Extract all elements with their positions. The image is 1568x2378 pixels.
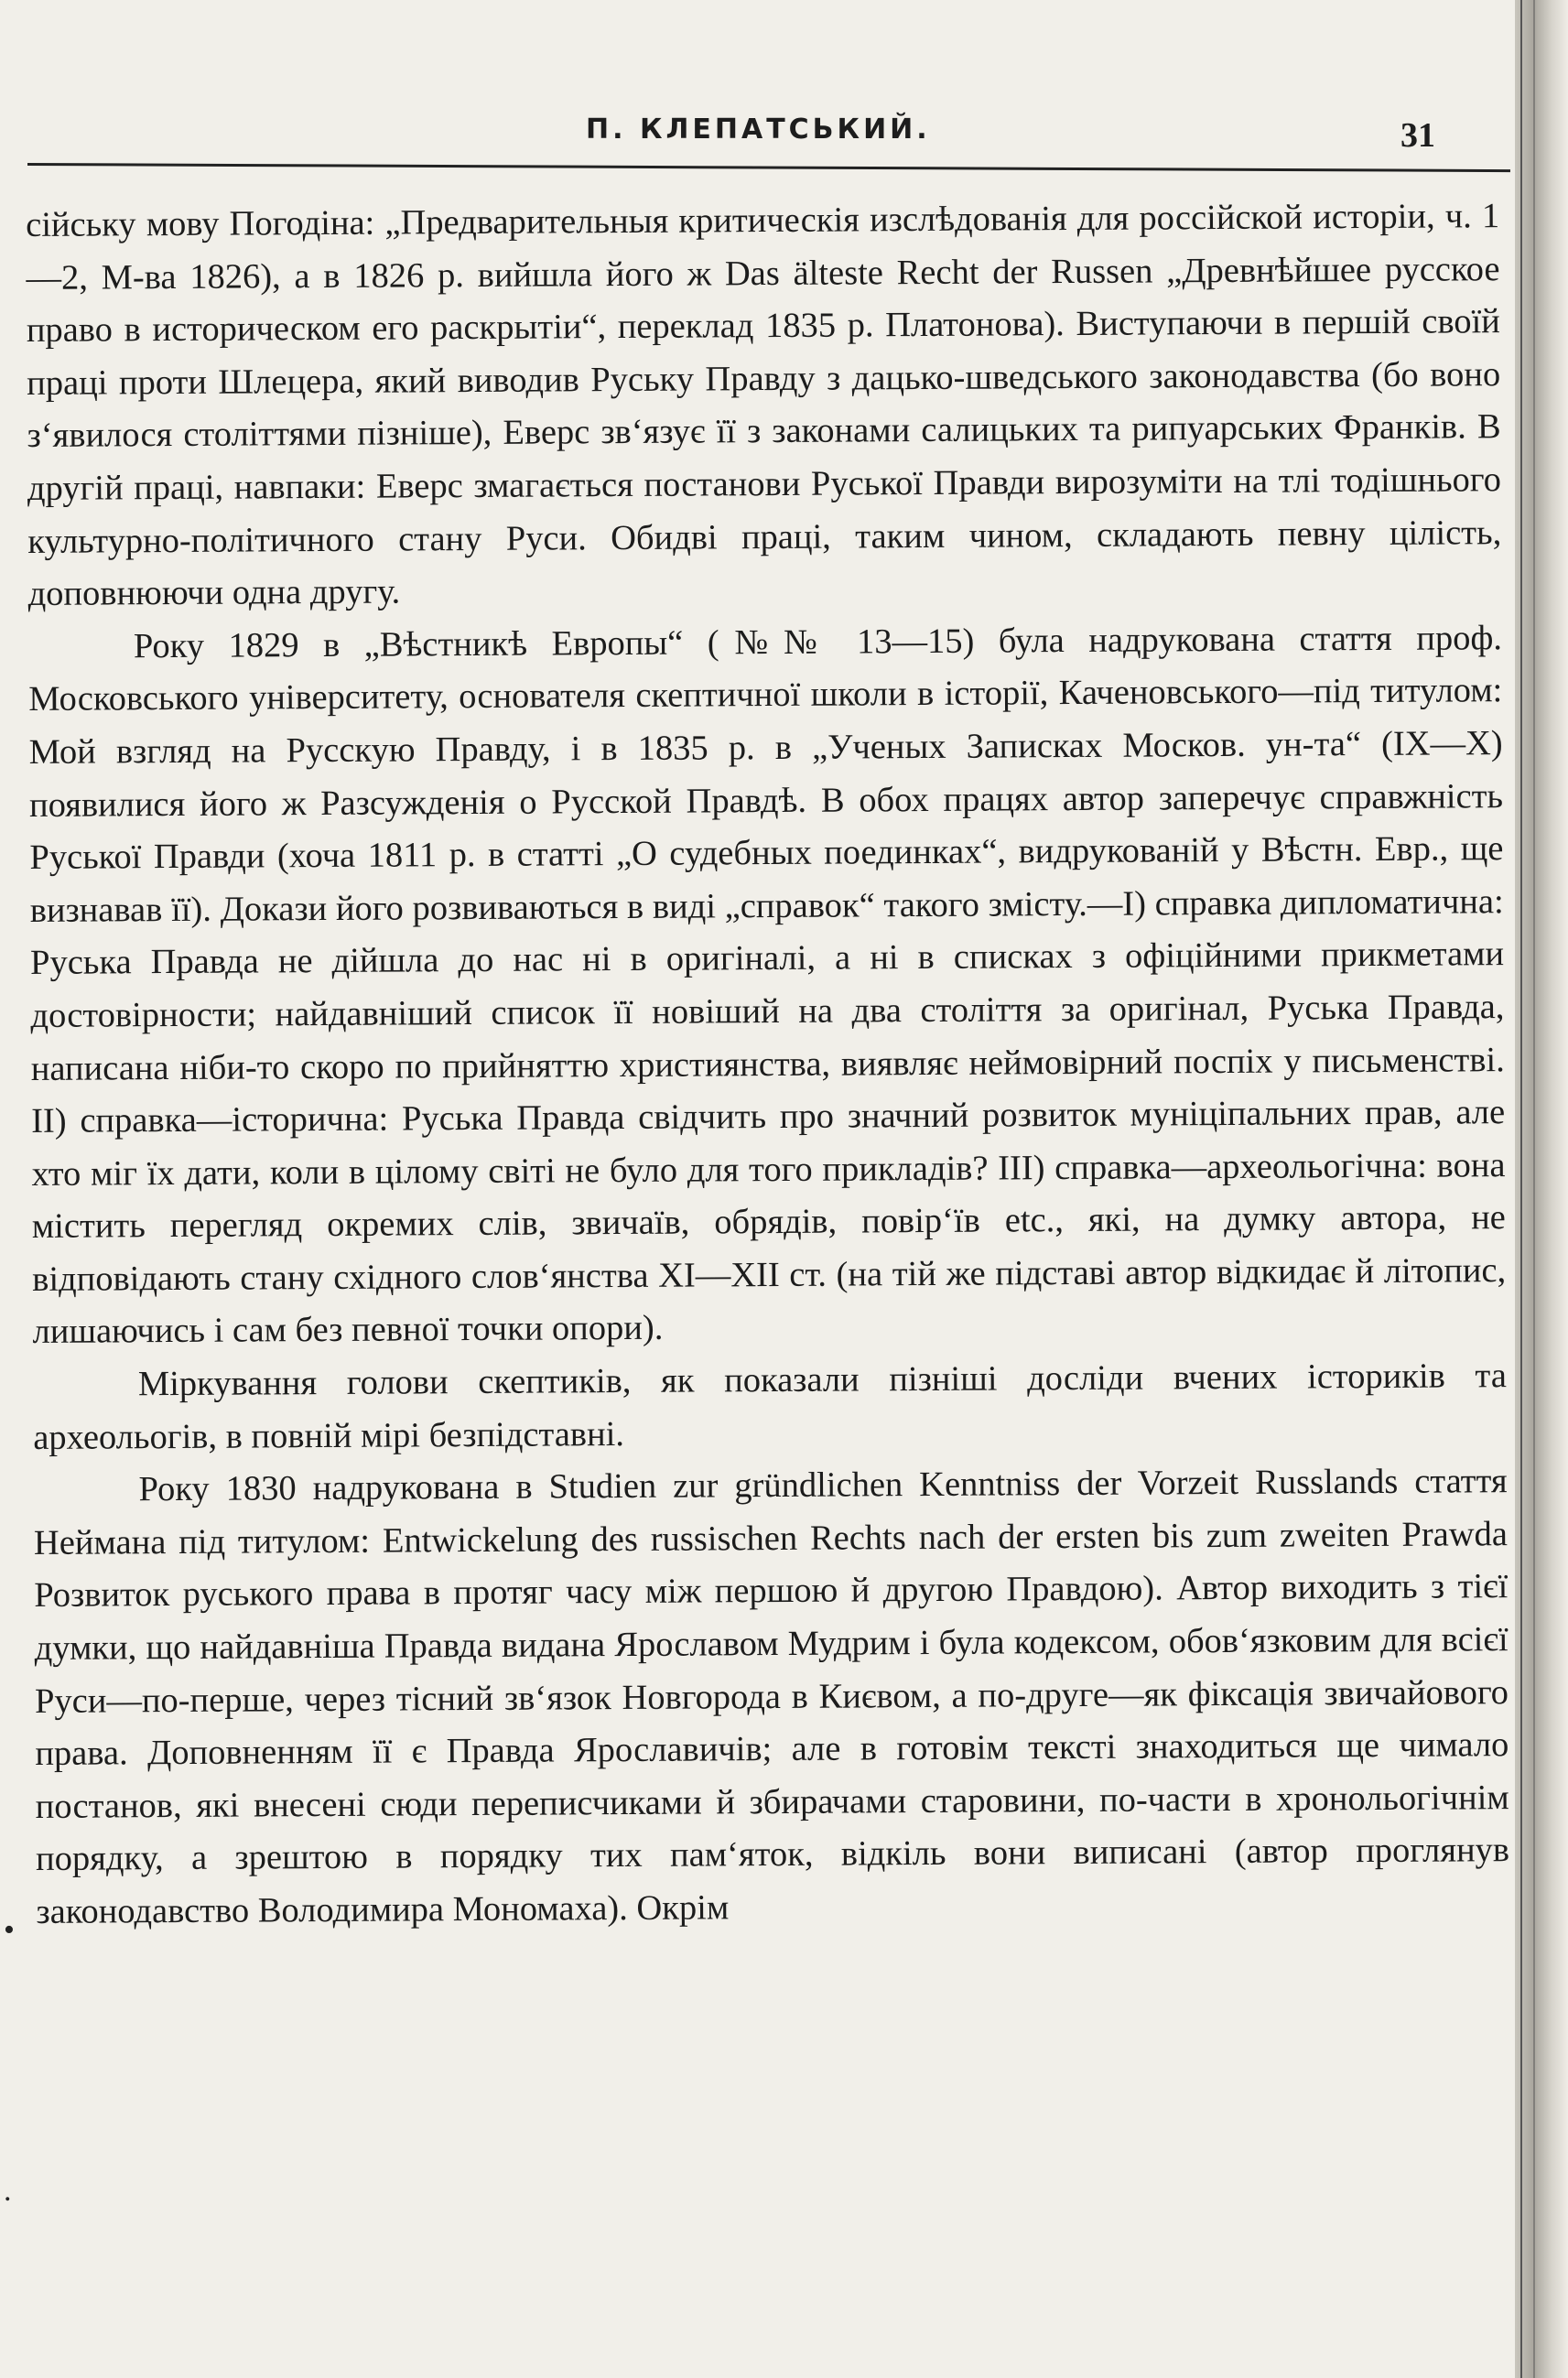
margin-mark-1: • <box>4 1913 15 1947</box>
paragraph-1: сійську мову Погодіна: „Предварительныя критическія изслѣдованія для россійской исторіи, ч. 1—2, М-ва 1826), а в 1826 р. вийшла його ж Das älteste Recht der Russen „Древнѣйшее русское право в историческом его раскрытіи“, переклад 1835 р. Платонова). Виступаючи в першій своїй праці проти Шлецера, який виводив Руську Правду з дацько-шведського законодавства (бо воно з‘явилося століттями пізніше), Еверс зв‘язує її з законами салицьких та рипуарських Франків. В другій праці, навпаки: Еверс змагається постанови Руської Правди вирозуміти на тлі тодішнього культурно-політичного стану Руси. Обидві праці, таким чином, складають певну цілість, доповнюючи одна другу. <box>26 197 1502 614</box>
body-text <box>26 190 1510 1939</box>
page-number: 31 <box>1400 116 1435 155</box>
paragraph-2: Року 1829 в „Вѣстникѣ Европы“ (№№ 13—15) була надрукована стаття проф. Московського університету, основателя скептичної школи в історії, Каченовського—під титулом: Мой взгляд на Русскую Правду, і в 1835 р. в „Ученых Записках Москов. ун-та“ (IX—X) появилися його ж Разсужденія о Русской Правдѣ. В обох працях автор заперечує справжність Руської Правди (хоча 1811 р. в статті „О судебных поединках“, видрукованій у Вѣстн. Евр., ще визнавав її). Докази його розвиваються в виді „справок“ такого змісту.—I) справка дипломатична: Руська Правда не дійшла до нас ні в оригіналі, а ні в списках з офіційними прикметами достовірности; найдавніший список її новіший на два століття за оригінал, Руська Правда, написана ніби-то скоро по прийняттю християнства, виявляє неймовірний поспіх у письменстві. II) справка—історична: Руська Правда свідчить про значний розвиток муніціпальних прав, але хто міг їх дати, коли в цілому світі не було для того прикладів? III) справка—археольогічна: вона містить перегляд окремих слів, звичаїв, обрядів, повір‘їв etc., які, на думку автора, не відповідають стану східного слов‘янства XI—XII ст. (на тій же підставі автор відкидає й літопис, лишаючись і сам без певної точки опори). <box>28 618 1507 1352</box>
paragraph-4: Року 1830 надрукована в Studien zur gründlichen Kenntniss der Vorzeit Russlands стаття Неймана під титулом: Entwickelung des russischen Rechts nach der ersten bis zum zweiten Prawda Розвиток руського права в протяг часу між першою й другою Правдою). Автор виходить з тієї думки, що найдавніша Правда видана Ярославом Мудрим і була кодексом, обов‘язковим для всієї Руси—по-перше, через тісний зв‘язок Новгорода в Києвом, а по-друге—як фіксація звичайового права. Доповненням її є Правда Ярославичів; але в готовім тексті знаходиться ще чимало постанов, які внесені сюди переписчиками й збирачами старовини, по-части в хронольогічнім порядку, а зрештою в порядку тих пам‘яток, відкіль вони виписані (автор проглянув законодавство Володимира Мономаха). Окрім <box>33 1462 1510 1931</box>
margin-mark-2: . <box>4 2174 12 2208</box>
edge-line <box>1520 0 1522 2378</box>
edge-line <box>1533 0 1535 2378</box>
header-rule <box>27 163 1510 172</box>
page-edge-shadow <box>1515 0 1568 2378</box>
running-title: П. КЛЕПАТСЬКИЙ. <box>586 113 931 146</box>
paragraph-3: Міркування голови скептиків, як показали пізніші досліди вчених істориків та археольогів, в повній мірі безпідставні. <box>33 1357 1508 1457</box>
